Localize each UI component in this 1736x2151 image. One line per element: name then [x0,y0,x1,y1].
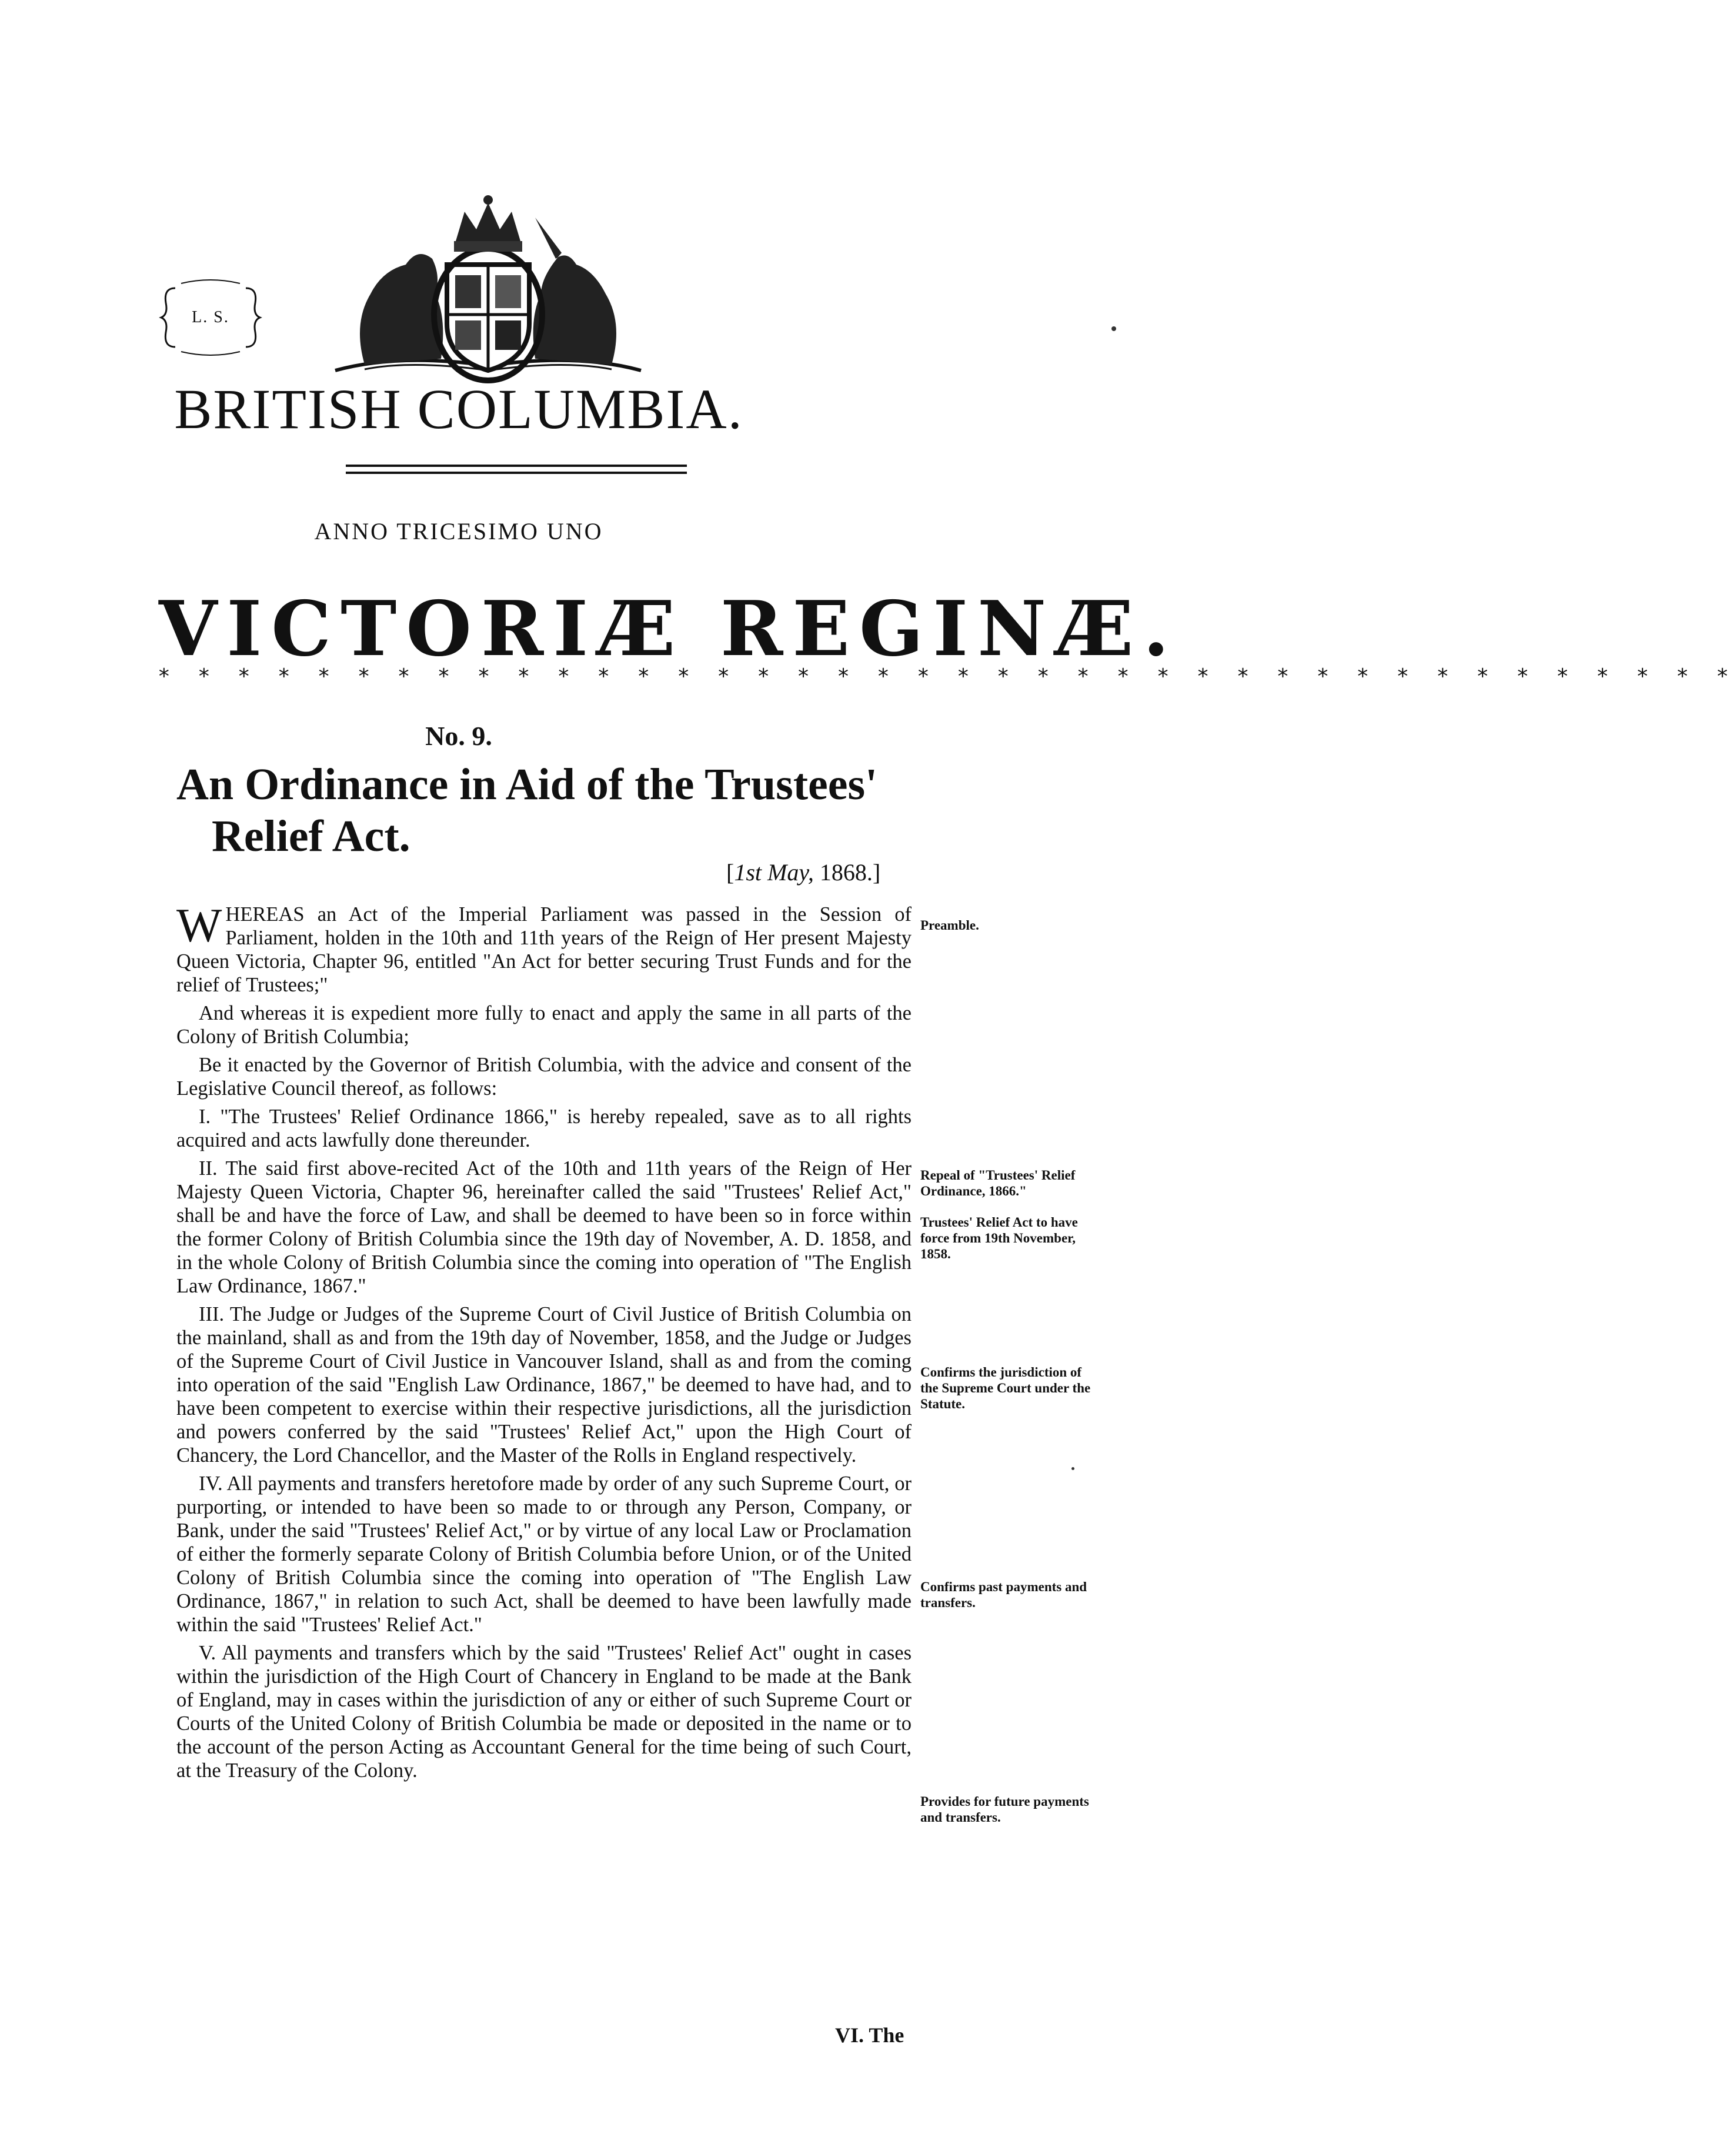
section-1: I. "The Trustees' Relief Ordinance 1866," is hereby repealed, save as to all rights acquired and acts lawfully done thereunder. [176,1105,912,1151]
section-3: III. The Judge or Judges of the Supreme Court of Civil Justice of British Columbia on the mainland, shall as and from the 19th day of November, 1858, and the Judge or Judges of the Supreme Court of Civil Justice in Vancouver Island, shall as and from the coming into operation of the said "English Law Ordinance, 1867," be deemed to have had, and to have been competent to exercise within their respective jurisdictions, all the jurisdiction and powers conferred by the said "Trustees' Relief Act," upon the High Court of Chancery, the Lord Chancellor, and the Master of the Rolls in England respectively. [176,1303,912,1467]
regnal-heading: VICTORIÆ REGINÆ. [159,585,1179,673]
preamble-text: HEREAS an Act of the Imperial Parliament was passed in the Session of Parliament, holden in the 10th and 11th years of the Reign of Her present Majesty Queen Victoria, Chapter 96, entitled "An Act for better securing Trust Funds and for the relief of Trustees;" [176,903,912,996]
date-bracket-open: [ [726,859,735,886]
catchword: VI. The [835,2023,904,2047]
royal-arms-crest [329,194,647,382]
ordinance-number: No. 9. [425,721,492,751]
seal-label: L. S. [192,308,229,326]
date-bracket-close: ] [872,859,881,886]
double-rule-bottom [346,472,687,474]
double-rule-top [346,465,687,467]
star-divider: * * * * * * * * * * * * * * * * * * * * * * * * * * * * * * * * * * * * * * * * [158,664,1736,689]
print-speck [1111,326,1116,331]
section-2: II. The said first above-recited Act of the 10th and 11th years of the Reign of Her Majesty Queen Victoria, Chapter 96, hereinafter called the said "Trustees' Relief Act," shall be and have the force of Law, and shall be deemed to have been so in force within the former Colony of British Columbia since the 19th day of November, A. D. 1858, and in the whole Colony of British Columbia since the coming into operation of "The English Law Ordinance, 1867." [176,1157,912,1297]
margin-note-jurisdiction: Confirms the jurisdiction of the Supreme Court under the Statute. [920,1365,1091,1411]
section-5: V. All payments and transfers which by the said "Trustees' Relief Act" ought in cases within the jurisdiction of the High Court of Chancery in England to be made at the Bank of England, may in cases within the jurisdiction of any or either of such Supreme Court or Courts of the United Colony of British Columbia be made or deposited in the name or to the account of the person Acting as Accountant General for the time being of such Court, at the Treasury of the Colony. [176,1642,912,1782]
margin-note-past-payments: Confirms past payments and transfers. [920,1579,1087,1610]
margin-note-future-payments: Provides for future payments and transfers. [920,1794,1089,1825]
margin-note-preamble: Preamble. [920,918,979,933]
ordinance-body [176,899,912,1787]
colony-name: BRITISH COLUMBIA. [174,378,743,440]
ordinance-title-line1: An Ordinance in Aid of the Trustees' [176,760,878,809]
preamble-paragraph [176,899,912,997]
anno-regnal-year: ANNO TRICESIMO UNO [314,518,603,545]
ordinance-title-line2: Relief Act. [212,811,410,861]
enactment-date [726,859,880,886]
date-day: 1st May, [734,859,814,886]
royal-coat-of-arms-icon [329,194,647,382]
drop-cap: W [176,899,222,952]
ordinance-title [176,759,941,862]
margin-note-trustees-act: Trustees' Relief Act to have force from 19th November, 1858. [920,1215,1078,1261]
whereas-paragraph: And whereas it is expedient more fully to enact and apply the same in all parts of the Colony of British Columbia; [176,1002,912,1048]
locus-sigilli [158,276,263,359]
date-year: 1868. [819,859,873,886]
print-speck [1071,1467,1074,1470]
section-4: IV. All payments and transfers heretofore made by order of any such Supreme Court, or purporting, or intended to have been so made to or through any Person, Company, or Bank, under the said "Trustees' Relief Act," or by virtue of any local Law or Proclamation of either the formerly separate Colony of British Columbia before Union, or of the United Colony of British Columbia since the coming into operation of "The English Law Ordinance, 1867," in relation to such Act, shall be deemed to have been lawfully made within the said "Trustees' Relief Act." [176,1472,912,1636]
enacting-clause: Be it enacted by the Governor of British Columbia, with the advice and consent of the Legislative Council thereof, as follows: [176,1054,912,1100]
margin-note-repeal: Repeal of "Trustees' Relief Ordinance, 1866." [920,1168,1076,1198]
